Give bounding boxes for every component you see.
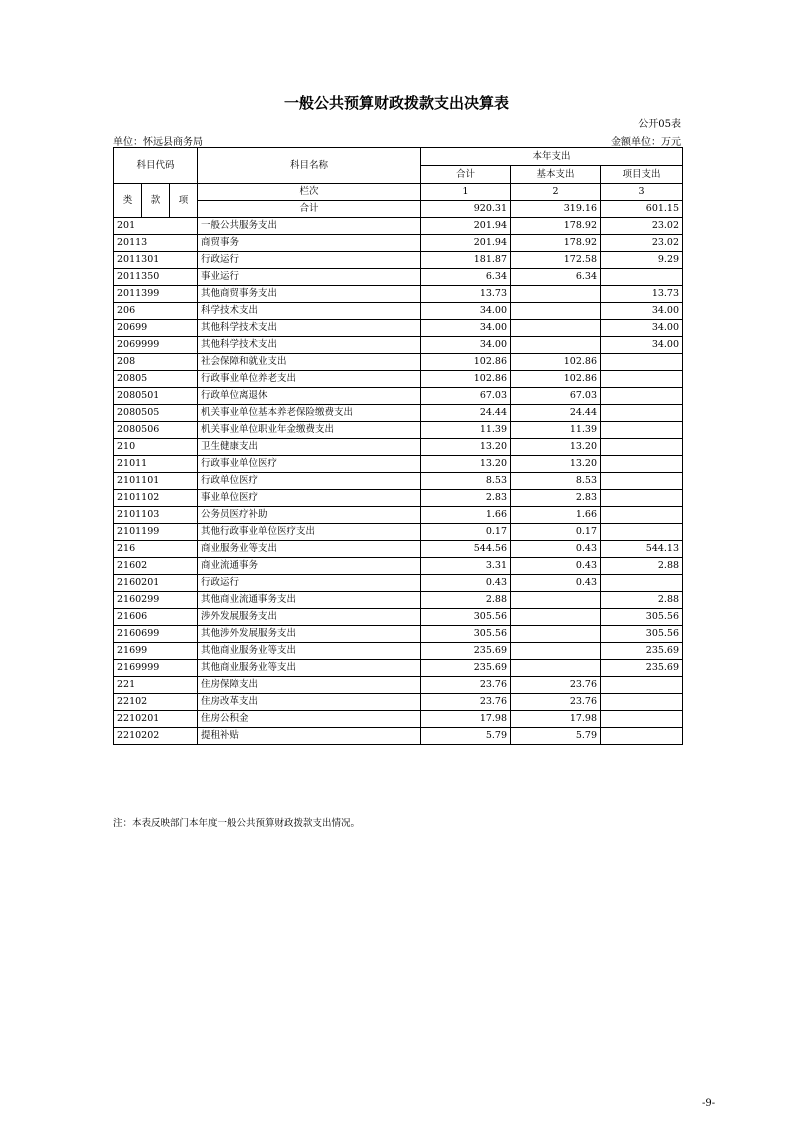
total-cell: 201.94 xyxy=(421,218,511,235)
table-row xyxy=(114,252,683,269)
lanci-1: 1 xyxy=(421,184,511,201)
table-row xyxy=(114,303,683,320)
subject-code-cell: 20113 xyxy=(114,235,198,252)
basic-cell: 0.43 xyxy=(511,575,601,592)
subject-code-cell: 2011399 xyxy=(114,286,198,303)
table-row xyxy=(114,575,683,592)
project-cell xyxy=(601,490,683,507)
total-cell: 34.00 xyxy=(421,320,511,337)
header-total: 合计 xyxy=(421,166,511,184)
basic-cell: 23.76 xyxy=(511,677,601,694)
header-basic: 基本支出 xyxy=(511,166,601,184)
total-cell: 2.88 xyxy=(421,592,511,609)
header-kuan: 款 xyxy=(142,184,170,218)
subject-name-cell: 事业单位医疗 xyxy=(198,490,421,507)
table-row xyxy=(114,388,683,405)
project-cell xyxy=(601,728,683,745)
table-row xyxy=(114,660,683,677)
project-cell xyxy=(601,354,683,371)
basic-cell: 8.53 xyxy=(511,473,601,490)
table-row xyxy=(114,456,683,473)
total-label: 合计 xyxy=(198,201,421,218)
total-cell: 23.76 xyxy=(421,677,511,694)
table-row xyxy=(114,694,683,711)
project-cell xyxy=(601,694,683,711)
basic-cell: 1.66 xyxy=(511,507,601,524)
basic-cell: 0.17 xyxy=(511,524,601,541)
project-cell: 34.00 xyxy=(601,337,683,354)
subject-code-cell: 2210202 xyxy=(114,728,198,745)
reporting-unit: 单位：怀远县商务局 xyxy=(113,137,203,148)
project-cell xyxy=(601,422,683,439)
project-cell: 34.00 xyxy=(601,303,683,320)
basic-cell: 23.76 xyxy=(511,694,601,711)
project-cell xyxy=(601,711,683,728)
subject-name-cell: 住房公积金 xyxy=(198,711,421,728)
project-cell xyxy=(601,575,683,592)
table-row xyxy=(114,728,683,745)
subject-name-cell: 社会保障和就业支出 xyxy=(198,354,421,371)
subject-name-cell: 行政事业单位养老支出 xyxy=(198,371,421,388)
table-row xyxy=(114,711,683,728)
total-cell: 1.66 xyxy=(421,507,511,524)
subject-code-cell: 2011350 xyxy=(114,269,198,286)
total-cell: 102.86 xyxy=(421,354,511,371)
basic-cell: 17.98 xyxy=(511,711,601,728)
table-row xyxy=(114,643,683,660)
subject-code-cell: 2080501 xyxy=(114,388,198,405)
total-cell: 8.53 xyxy=(421,473,511,490)
table-row xyxy=(114,235,683,252)
table-row xyxy=(114,320,683,337)
total-basic: 319.16 xyxy=(511,201,601,218)
subject-code-cell: 20805 xyxy=(114,371,198,388)
basic-cell xyxy=(511,660,601,677)
project-cell xyxy=(601,507,683,524)
subject-code-cell: 2169999 xyxy=(114,660,198,677)
total-cell: 305.56 xyxy=(421,609,511,626)
basic-cell: 102.86 xyxy=(511,371,601,388)
subject-name-cell: 科学技术支出 xyxy=(198,303,421,320)
project-cell: 2.88 xyxy=(601,592,683,609)
table-row xyxy=(114,439,683,456)
project-cell xyxy=(601,677,683,694)
total-row xyxy=(114,201,683,218)
page-number: -9- xyxy=(702,1098,716,1109)
total-cell: 24.44 xyxy=(421,405,511,422)
subject-code-cell: 2210201 xyxy=(114,711,198,728)
total-cell: 17.98 xyxy=(421,711,511,728)
subject-code-cell: 2080505 xyxy=(114,405,198,422)
total-cell: 13.73 xyxy=(421,286,511,303)
total-cell: 13.20 xyxy=(421,439,511,456)
subject-code-cell: 2101101 xyxy=(114,473,198,490)
subject-name-cell: 其他行政事业单位医疗支出 xyxy=(198,524,421,541)
subject-name-cell: 住房保障支出 xyxy=(198,677,421,694)
total-cell: 235.69 xyxy=(421,660,511,677)
subject-name-cell: 其他科学技术支出 xyxy=(198,320,421,337)
subject-name-cell: 其他商业服务业等支出 xyxy=(198,643,421,660)
total-cell: 2.83 xyxy=(421,490,511,507)
table-row xyxy=(114,609,683,626)
project-cell: 13.73 xyxy=(601,286,683,303)
subject-name-cell: 商业流通事务 xyxy=(198,558,421,575)
lanci-2: 2 xyxy=(511,184,601,201)
subject-name-cell: 其他科学技术支出 xyxy=(198,337,421,354)
basic-cell xyxy=(511,303,601,320)
total-cell: 201.94 xyxy=(421,235,511,252)
table-row xyxy=(114,405,683,422)
table-row xyxy=(114,592,683,609)
subject-name-cell: 机关事业单位职业年金缴费支出 xyxy=(198,422,421,439)
subject-name-cell: 事业运行 xyxy=(198,269,421,286)
subject-code-cell: 206 xyxy=(114,303,198,320)
subject-code-cell: 2069999 xyxy=(114,337,198,354)
subject-name-cell: 卫生健康支出 xyxy=(198,439,421,456)
table-row xyxy=(114,541,683,558)
basic-cell: 0.43 xyxy=(511,558,601,575)
header-row-1 xyxy=(114,148,683,166)
subject-code-cell: 21011 xyxy=(114,456,198,473)
subject-code-cell: 21699 xyxy=(114,643,198,660)
table-row xyxy=(114,473,683,490)
form-code: 公开05表 xyxy=(638,119,681,130)
document-title: 一般公共预算财政拨款支出决算表 xyxy=(283,94,509,112)
subject-name-cell: 行政运行 xyxy=(198,575,421,592)
total-cell: 305.56 xyxy=(421,626,511,643)
basic-cell: 102.86 xyxy=(511,354,601,371)
basic-cell: 11.39 xyxy=(511,422,601,439)
table-row xyxy=(114,490,683,507)
amount-unit: 金额单位：万元 xyxy=(611,137,681,148)
table-row xyxy=(114,337,683,354)
subject-code-cell: 22102 xyxy=(114,694,198,711)
project-cell xyxy=(601,439,683,456)
table-row xyxy=(114,558,683,575)
subject-code-cell: 2160699 xyxy=(114,626,198,643)
project-cell: 34.00 xyxy=(601,320,683,337)
basic-cell: 172.58 xyxy=(511,252,601,269)
subject-name-cell: 行政事业单位医疗 xyxy=(198,456,421,473)
table-row xyxy=(114,422,683,439)
basic-cell: 178.92 xyxy=(511,235,601,252)
total-cell: 23.76 xyxy=(421,694,511,711)
table-row xyxy=(114,677,683,694)
subject-name-cell: 涉外发展服务支出 xyxy=(198,609,421,626)
total-cell: 3.31 xyxy=(421,558,511,575)
subject-name-cell: 其他涉外发展服务支出 xyxy=(198,626,421,643)
total-cell: 235.69 xyxy=(421,643,511,660)
header-xiang: 项 xyxy=(170,184,198,218)
basic-cell xyxy=(511,592,601,609)
subject-code-cell: 21602 xyxy=(114,558,198,575)
project-cell xyxy=(601,473,683,490)
basic-cell xyxy=(511,626,601,643)
lanci-row xyxy=(114,184,683,201)
table-row xyxy=(114,218,683,235)
lanci-3: 3 xyxy=(601,184,683,201)
basic-cell: 13.20 xyxy=(511,439,601,456)
total-cell: 34.00 xyxy=(421,337,511,354)
subject-name-cell: 住房改革支出 xyxy=(198,694,421,711)
header-lei: 类 xyxy=(114,184,142,218)
subject-code-cell: 2101102 xyxy=(114,490,198,507)
header-subject-name: 科目名称 xyxy=(198,148,421,184)
subject-code-cell: 201 xyxy=(114,218,198,235)
subject-name-cell: 行政单位医疗 xyxy=(198,473,421,490)
subject-name-cell: 商业服务业等支出 xyxy=(198,541,421,558)
subject-name-cell: 提租补贴 xyxy=(198,728,421,745)
basic-cell xyxy=(511,609,601,626)
total-cell: 0.17 xyxy=(421,524,511,541)
total-cell: 5.79 xyxy=(421,728,511,745)
project-cell: 305.56 xyxy=(601,609,683,626)
total-cell: 13.20 xyxy=(421,456,511,473)
subject-name-cell: 行政运行 xyxy=(198,252,421,269)
project-cell: 23.02 xyxy=(601,218,683,235)
project-cell: 23.02 xyxy=(601,235,683,252)
subject-code-cell: 208 xyxy=(114,354,198,371)
subject-code-cell: 2011301 xyxy=(114,252,198,269)
project-cell: 2.88 xyxy=(601,558,683,575)
table-row xyxy=(114,269,683,286)
table-note: 注：本表反映部门本年度一般公共预算财政拨款支出情况。 xyxy=(113,818,361,829)
total-cell: 6.34 xyxy=(421,269,511,286)
subject-code-cell: 20699 xyxy=(114,320,198,337)
expenditure-table xyxy=(113,147,683,745)
project-cell xyxy=(601,405,683,422)
basic-cell: 0.43 xyxy=(511,541,601,558)
project-cell xyxy=(601,269,683,286)
total-cell: 34.00 xyxy=(421,303,511,320)
subject-name-cell: 公务员医疗补助 xyxy=(198,507,421,524)
subject-code-cell: 2101199 xyxy=(114,524,198,541)
basic-cell xyxy=(511,286,601,303)
basic-cell: 13.20 xyxy=(511,456,601,473)
total-cell: 11.39 xyxy=(421,422,511,439)
header-project: 项目支出 xyxy=(601,166,683,184)
subject-name-cell: 其他商业服务业等支出 xyxy=(198,660,421,677)
project-cell: 235.69 xyxy=(601,660,683,677)
basic-cell: 24.44 xyxy=(511,405,601,422)
subject-code-cell: 2160299 xyxy=(114,592,198,609)
basic-cell: 2.83 xyxy=(511,490,601,507)
table-row xyxy=(114,626,683,643)
subject-code-cell: 2160201 xyxy=(114,575,198,592)
project-cell xyxy=(601,388,683,405)
project-cell: 544.13 xyxy=(601,541,683,558)
total-cell: 544.56 xyxy=(421,541,511,558)
subject-name-cell: 商贸事务 xyxy=(198,235,421,252)
subject-code-cell: 216 xyxy=(114,541,198,558)
subject-name-cell: 一般公共服务支出 xyxy=(198,218,421,235)
basic-cell: 178.92 xyxy=(511,218,601,235)
subject-name-cell: 其他商贸事务支出 xyxy=(198,286,421,303)
table-row xyxy=(114,354,683,371)
table-row xyxy=(114,371,683,388)
table-row xyxy=(114,507,683,524)
basic-cell: 5.79 xyxy=(511,728,601,745)
subject-code-cell: 221 xyxy=(114,677,198,694)
total-amount: 920.31 xyxy=(421,201,511,218)
basic-cell xyxy=(511,337,601,354)
basic-cell xyxy=(511,320,601,337)
project-cell xyxy=(601,456,683,473)
project-cell xyxy=(601,371,683,388)
total-cell: 181.87 xyxy=(421,252,511,269)
header-year-expenditure: 本年支出 xyxy=(421,148,683,166)
project-cell: 9.29 xyxy=(601,252,683,269)
project-cell: 235.69 xyxy=(601,643,683,660)
subject-name-cell: 行政单位离退休 xyxy=(198,388,421,405)
subject-code-cell: 2101103 xyxy=(114,507,198,524)
total-cell: 102.86 xyxy=(421,371,511,388)
table-row xyxy=(114,286,683,303)
header-code-group: 科目代码 xyxy=(114,148,198,184)
basic-cell: 67.03 xyxy=(511,388,601,405)
subject-name-cell: 其他商业流通事务支出 xyxy=(198,592,421,609)
subject-code-cell: 210 xyxy=(114,439,198,456)
subject-code-cell: 21606 xyxy=(114,609,198,626)
subject-code-cell: 2080506 xyxy=(114,422,198,439)
project-cell xyxy=(601,524,683,541)
total-project: 601.15 xyxy=(601,201,683,218)
lanci-label: 栏次 xyxy=(198,184,421,201)
table-row xyxy=(114,524,683,541)
basic-cell: 6.34 xyxy=(511,269,601,286)
project-cell: 305.56 xyxy=(601,626,683,643)
subject-name-cell: 机关事业单位基本养老保险缴费支出 xyxy=(198,405,421,422)
total-cell: 67.03 xyxy=(421,388,511,405)
basic-cell xyxy=(511,643,601,660)
total-cell: 0.43 xyxy=(421,575,511,592)
